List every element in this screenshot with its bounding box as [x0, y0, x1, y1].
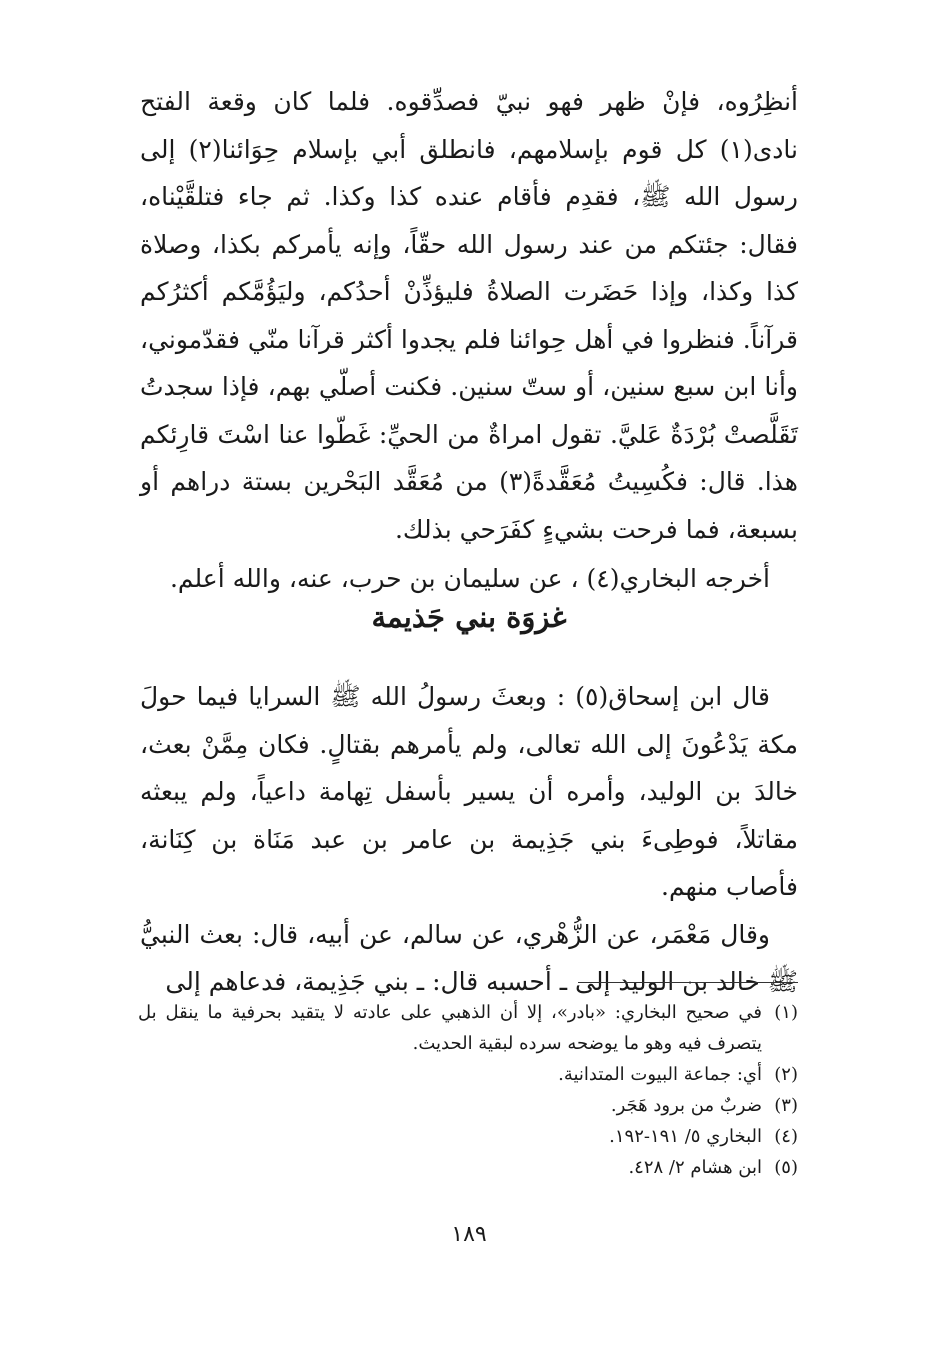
section-paragraph-1: قال ابن إسحاق(٥) : وبعثَ رسولُ الله ﷺ السرايا فيما حولَ مكة يَدْعُونَ إلى الله تعالى، ولم يأمرهم بقتالٍ. فكان مِمَّنْ بعث، خالدَ بن الوليد، وأمره أن يسير بأسفل تِهامة داعياً، ولم يبعثه مقاتلاً، فوطِىءَ بني جَذِيمة بن عامر بن عبد مَنَاة بن كِنَانة، فأصاب منهم.	[140, 682, 798, 901]
footnote-number: (٢)	[774, 1064, 798, 1085]
footnote-item	[138, 1090, 798, 1121]
footnote-separator	[578, 982, 798, 983]
section-heading: غزوَة بني جَذيمة	[371, 600, 567, 634]
footnote-text: ابن هشام ٢/ ٤٢٨.	[628, 1157, 762, 1178]
footnote-item	[138, 1121, 798, 1152]
section-paragraph-2: وقال مَعْمَر، عن الزُّهْري، عن سالم، عن أبيه، قال: بعث النبيُّ ﷺ خالد بن الوليد إلى ـ أحسبه قال: ـ بني جَذِيمة، فدعاهم إلى	[140, 919, 798, 996]
footnote-text: ضربٌ من برود هَجَر.	[610, 1095, 762, 1116]
footnote-item	[138, 1152, 798, 1183]
footnote-item	[138, 997, 798, 1059]
hadith-paragraph: أنظِرُوه، فإنْ ظهر فهو نبيّ فصدِّقوه. فلما كان وقعة الفتح نادى(١) كل قوم بإسلامهم، فانطلق أبي بإسلام حِوَائنا(٢) إلى رسول الله ﷺ، فقدِم فأقام عنده كذا وكذا. ثم جاء فتلقَّيْناه، فقال: جئتكم من عند رسول الله حقّاً، وإنه يأمركم بكذا، وصلاة كذا وكذا، وإذا حَضَرت الصلاةُ فليؤذِّنْ أحدُكم، وليَؤُمَّكم أكثرُكم قرآناً. فنظروا في أهل حِوائنا فلم يجدوا أكثر قرآنا منّي فقدّموني، وأنا ابن سبع سنين، أو ستّ سنين. فكنت أصلّي بهم، فإذا سجدتُ تَقَلَّصتْ بُرْدَةٌ عَليَّ. تقول امراةٌ من الحيِّ: غَطّوا عنا اسْتَ قارِئكم هذا. قال: فكُسِيتُ مُعَقَّدةً(٣) من مُعَقَّد البَحْرين بستة دراهم أو بسبعة، فما فرحت بشيءٍ كفَرَحي بذلك.	[140, 87, 798, 544]
footnote-item	[138, 1059, 798, 1090]
footnote-text: أي: جماعة البيوت المتدانية.	[558, 1064, 762, 1085]
footnote-number: (٤)	[774, 1126, 798, 1147]
footnotes-list	[138, 997, 798, 1183]
footnote-number: (١)	[774, 1002, 798, 1023]
section-text-block	[140, 673, 798, 1006]
page-number: ١٨٩	[451, 1222, 487, 1247]
footnote-number: (٣)	[774, 1095, 798, 1116]
footnote-text: في صحيح البخاري: «بادر»، إلا أن الذهبي على عادته لا يتقيد بحرفية ما ينقل بل يتصرف فيه وهو ما يوضحه سرده لبقية الحديث.	[138, 1002, 762, 1054]
footnote-number: (٥)	[774, 1157, 798, 1178]
footnote-text: البخاري ٥/ ١٩١-١٩٢.	[609, 1126, 762, 1147]
main-text-block	[140, 78, 798, 603]
source-citation-line: أخرجه البخاري(٤) ، عن سليمان بن حرب، عنه، والله أعلم.	[169, 564, 770, 593]
